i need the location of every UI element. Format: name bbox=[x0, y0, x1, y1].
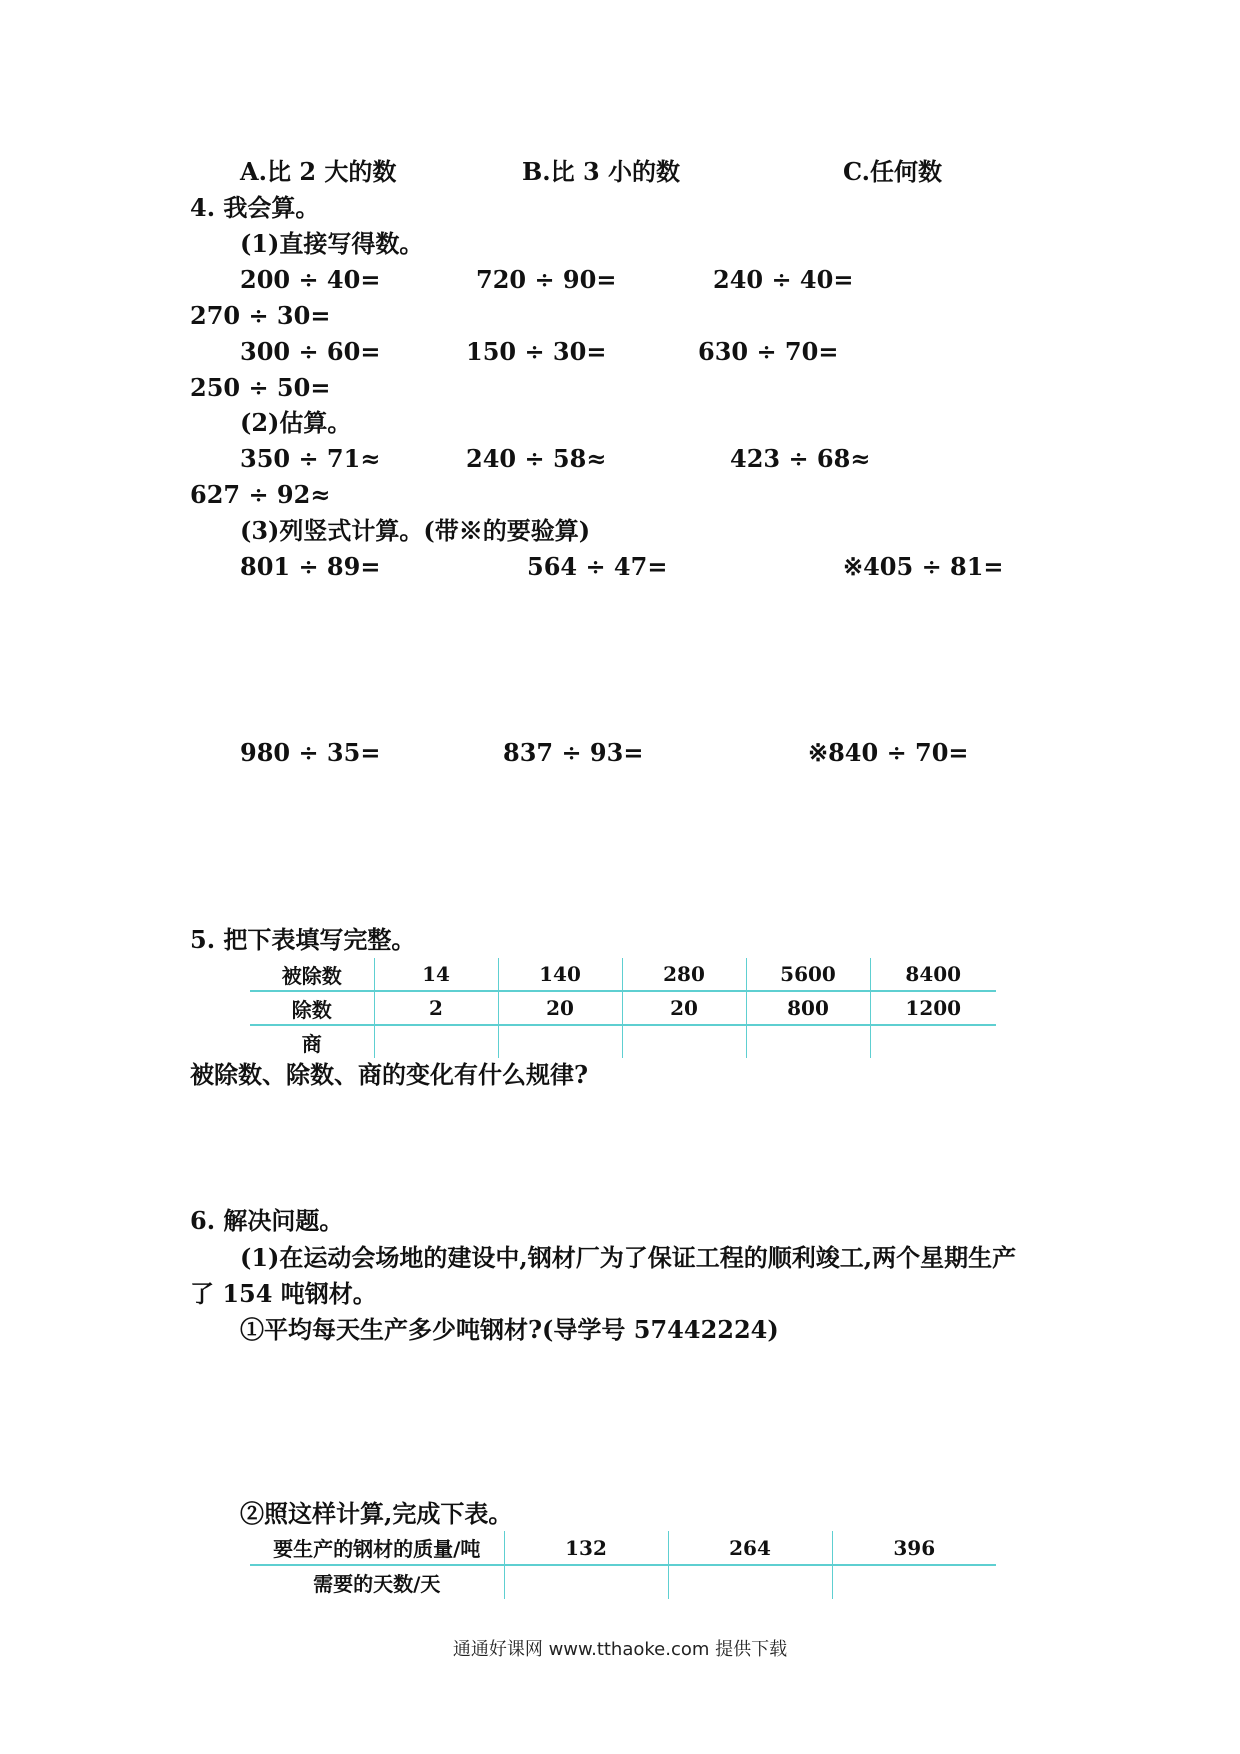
divisor-cell: 20 bbox=[622, 991, 746, 1025]
vertical-calc-item: ※405 ÷ 81= bbox=[843, 552, 1004, 581]
divisor-cell: 1200 bbox=[870, 991, 996, 1025]
division-table bbox=[250, 958, 996, 1058]
row-header-quotient: 商 bbox=[301, 1031, 322, 1056]
steel-table bbox=[250, 1531, 996, 1599]
table-row bbox=[250, 991, 996, 1025]
mass-cell: 132 bbox=[504, 1531, 668, 1565]
q4-part1-title: (1)直接写得数。 bbox=[240, 229, 424, 258]
q5-title: 5. 把下表填写完整。 bbox=[190, 925, 416, 954]
estimate-item: 627 ÷ 92≈ bbox=[190, 480, 331, 509]
direct-calc-item: 200 ÷ 40= bbox=[240, 265, 381, 294]
days-cell[interactable] bbox=[504, 1565, 668, 1599]
row-header-dividend: 被除数 bbox=[250, 958, 374, 991]
vertical-calc-item: 837 ÷ 93= bbox=[503, 738, 644, 767]
divisor-cell: 2 bbox=[374, 991, 498, 1025]
vertical-calc-item: 564 ÷ 47= bbox=[527, 552, 668, 581]
q6-sub1: ①平均每天生产多少吨钢材?(导学号 57442224) bbox=[240, 1315, 779, 1344]
direct-calc-item: 300 ÷ 60= bbox=[240, 337, 381, 366]
estimate-item: 350 ÷ 71≈ bbox=[240, 444, 381, 473]
vertical-calc-item: ※840 ÷ 70= bbox=[808, 738, 969, 767]
q6-title: 6. 解决问题。 bbox=[190, 1206, 344, 1235]
quotient-cell[interactable] bbox=[746, 1025, 870, 1058]
row-header-mass: 要生产的钢材的质量/吨 bbox=[250, 1531, 504, 1565]
q5-question: 被除数、除数、商的变化有什么规律? bbox=[190, 1060, 589, 1089]
direct-calc-item: 240 ÷ 40= bbox=[713, 265, 854, 294]
q4-title: 4. 我会算。 bbox=[190, 193, 320, 222]
q6-sub2: ②照这样计算,完成下表。 bbox=[240, 1499, 513, 1528]
direct-calc-item: 720 ÷ 90= bbox=[476, 265, 617, 294]
days-cell[interactable] bbox=[832, 1565, 996, 1599]
quotient-cell[interactable] bbox=[622, 1025, 746, 1058]
vertical-calc-item: 801 ÷ 89= bbox=[240, 552, 381, 581]
q4-part2-title: (2)估算。 bbox=[240, 408, 352, 437]
table-row bbox=[250, 1531, 996, 1565]
q4-part3-title: (3)列竖式计算。(带※的要验算) bbox=[240, 516, 591, 545]
mass-cell: 264 bbox=[668, 1531, 832, 1565]
direct-calc-item: 270 ÷ 30= bbox=[190, 301, 331, 330]
dividend-cell: 280 bbox=[622, 958, 746, 991]
option-b: B.比 3 小的数 bbox=[522, 157, 681, 186]
divisor-cell: 20 bbox=[498, 991, 622, 1025]
dividend-cell: 5600 bbox=[746, 958, 870, 991]
mass-cell: 396 bbox=[832, 1531, 996, 1565]
dividend-cell: 140 bbox=[498, 958, 622, 991]
row-header-days: 需要的天数/天 bbox=[313, 1572, 441, 1596]
quotient-cell[interactable] bbox=[498, 1025, 622, 1058]
quotient-cell[interactable] bbox=[870, 1025, 996, 1058]
estimate-item: 240 ÷ 58≈ bbox=[466, 444, 607, 473]
dividend-cell: 14 bbox=[374, 958, 498, 991]
option-c: C.任何数 bbox=[843, 157, 943, 186]
table-row bbox=[250, 1025, 996, 1058]
row-header-divisor: 除数 bbox=[250, 991, 374, 1025]
days-cell[interactable] bbox=[668, 1565, 832, 1599]
q6-problem-line2: 了 154 吨钢材。 bbox=[190, 1279, 377, 1308]
direct-calc-item: 250 ÷ 50= bbox=[190, 373, 331, 402]
table-row bbox=[250, 1565, 996, 1599]
q6-problem-line1: (1)在运动会场地的建设中,钢材厂为了保证工程的顺利竣工,两个星期生产 bbox=[240, 1243, 1017, 1272]
direct-calc-item: 150 ÷ 30= bbox=[466, 337, 607, 366]
vertical-calc-item: 980 ÷ 35= bbox=[240, 738, 381, 767]
footer-credit: 通通好课网 www.tthaoke.com 提供下载 bbox=[452, 1639, 788, 1660]
estimate-item: 423 ÷ 68≈ bbox=[730, 444, 871, 473]
dividend-cell: 8400 bbox=[870, 958, 996, 991]
divisor-cell: 800 bbox=[746, 991, 870, 1025]
table-row bbox=[250, 958, 996, 991]
quotient-cell[interactable] bbox=[374, 1025, 498, 1058]
option-a: A.比 2 大的数 bbox=[240, 157, 397, 186]
direct-calc-item: 630 ÷ 70= bbox=[698, 337, 839, 366]
